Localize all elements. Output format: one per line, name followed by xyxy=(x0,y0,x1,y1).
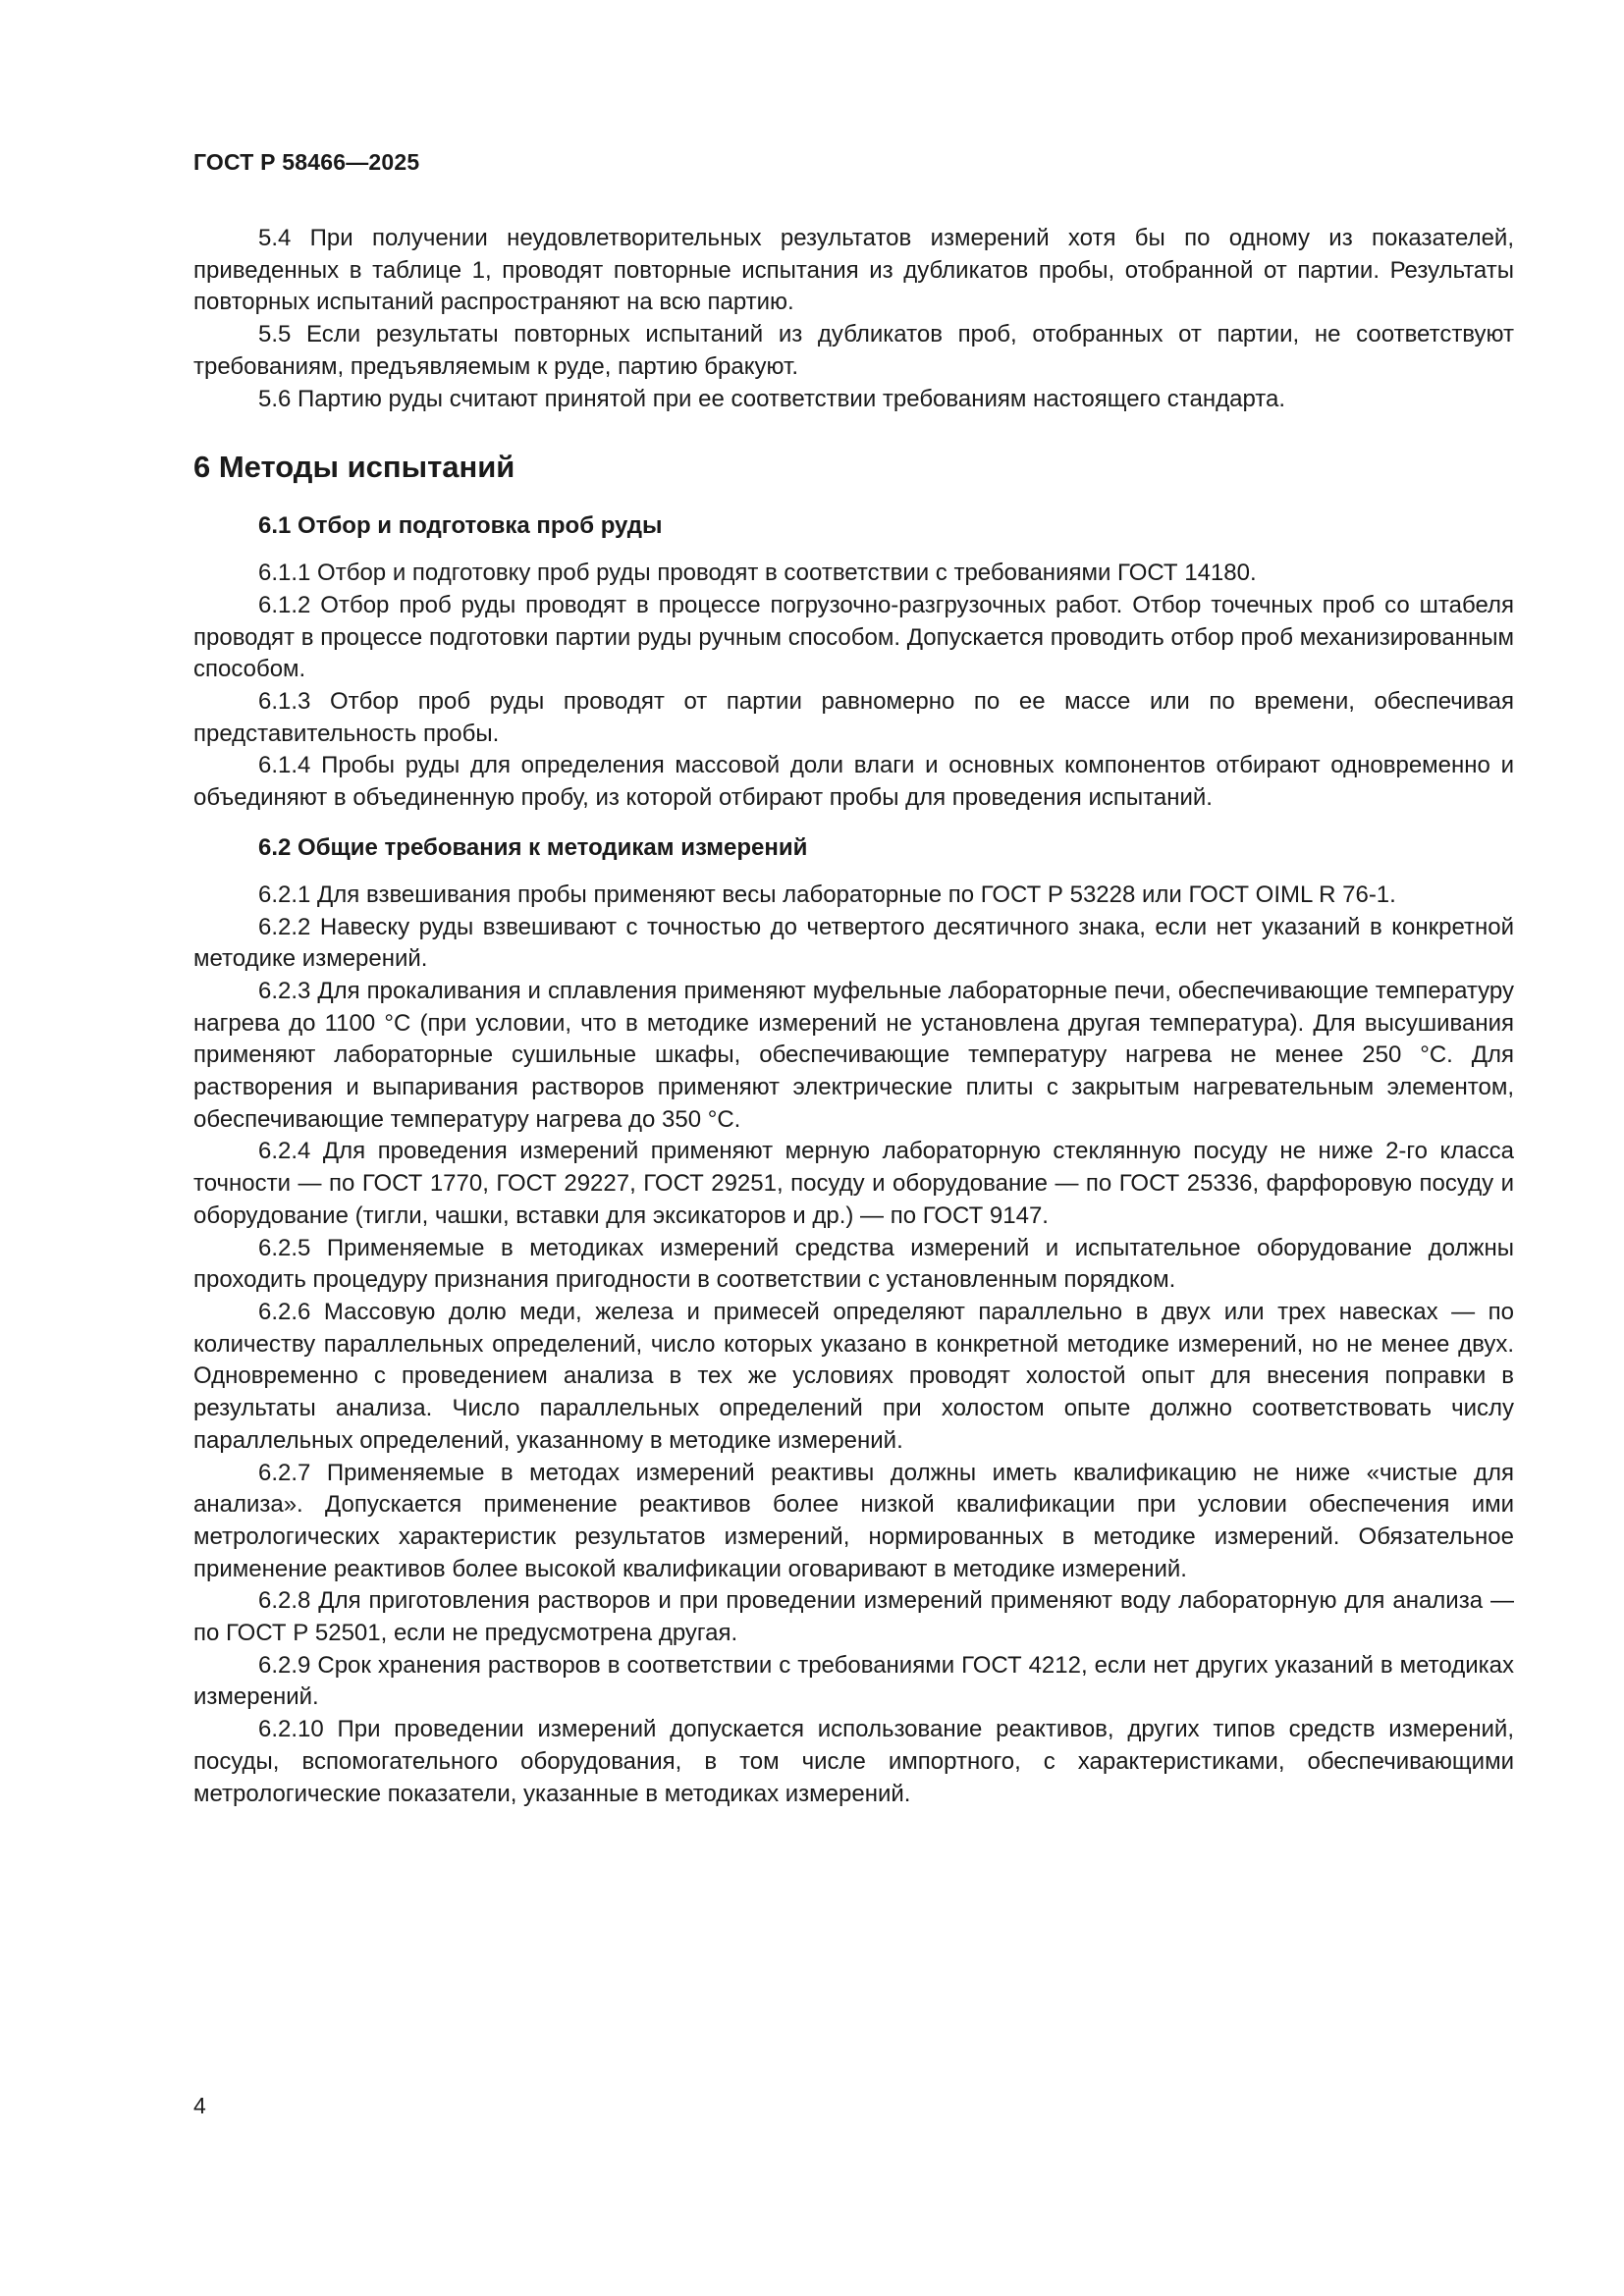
subsection-6-1-title: 6.1 Отбор и подготовка проб руды xyxy=(258,512,663,540)
paragraph-6-2-4: 6.2.4 Для проведения измерений применяют мерную лабораторную стеклянную посуду не ниже 2-го класса точности — по ГОСТ 1770, ГОСТ 29227, ГОСТ 29251, посуду и оборудование — по ГОСТ 25336, фарфоровую посуду и оборудование (тигли, чашки, вставки для эксикаторов и др.) — по ГОСТ 9147. xyxy=(193,1138,1514,1229)
paragraph-6-2-1: 6.2.1 Для взвешивания пробы применяют весы лабораторные по ГОСТ Р 53228 или ГОСТ OIML R 76-1. xyxy=(258,881,1396,908)
paragraph-6-2-10: 6.2.10 При проведении измерений допускается использование реактивов, других типов средств измерений, посуды, вспомогательного оборудования, в том числе импортного, с характеристиками, обеспечивающими метрологические показатели, указанные в методиках измерений. xyxy=(193,1716,1514,1807)
paragraph-6-1-2: 6.1.2 Отбор проб руды проводят в процессе погрузочно-разгрузочных работ. Отбор точечных проб со штабеля проводят в процессе подготовки партии руды ручным способом. Допускается проводить отбор проб механизированным способом. xyxy=(193,591,1514,683)
subsection-6-2-title: 6.2 Общие требования к методикам измерений xyxy=(258,833,808,861)
paragraph-6-2-6: 6.2.6 Массовую долю меди, железа и примесей определяют параллельно в двух или трех навесках — по количеству параллельных определений, число которых указано в конкретной методике измерений, но не менее двух. Одновременно с проведением анализа в тех же условиях проводят холостой опыт для внесения поправки в результаты анализа. Число параллельных определений при холостом опыте должно соответствовать числу параллельных определений, указанному в методике измерений. xyxy=(193,1298,1514,1454)
paragraph-6-2-3: 6.2.3 Для прокаливания и сплавления применяют муфельные лабораторные печи, обеспечивающие температуру нагрева до 1100 °С (при условии, что в методике измерений не установлена другая температура). Для высушивания применяют лабораторные сушильные шкафы, обеспечивающие температуру нагрева не менее 250 °С. Для растворения и выпаривания растворов применяют электрические плиты с закрытым нагревательным элементом, обеспечивающие температуру нагрева до 350 °С. xyxy=(193,977,1514,1133)
paragraph-6-1-3: 6.1.3 Отбор проб руды проводят от партии равномерно по ее массе или по времени, обеспечивая представительность пробы. xyxy=(193,688,1514,747)
paragraph-6-2-2: 6.2.2 Навеску руды взвешивают с точностью до четвертого десятичного знака, если нет указаний в конкретной методике измерений. xyxy=(193,913,1514,973)
paragraph-6-2-9: 6.2.9 Срок хранения растворов в соответствии с требованиями ГОСТ 4212, если нет других указаний в методиках измерений. xyxy=(193,1651,1514,1711)
paragraph-6-1-4: 6.1.4 Пробы руды для определения массовой доли влаги и основных компонентов отбирают одновременно и объединяют в объединенную пробу, из которой отбирают пробы для проведения испытаний. xyxy=(193,752,1514,812)
page-number: 4 xyxy=(193,2093,206,2118)
paragraph-6-2-5: 6.2.5 Применяемые в методиках измерений средства измерений и испытательное оборудование должны проходить процедуру признания пригодности в соответствии с установленным порядком. xyxy=(193,1234,1514,1294)
section-6-title: 6 Методы испытаний xyxy=(193,450,515,485)
document-code-header: ГОСТ Р 58466—2025 xyxy=(193,149,420,175)
paragraph-5-6: 5.6 Партию руды считают принятой при ее соответствии требованиям настоящего стандарта. xyxy=(258,385,1286,412)
paragraph-6-2-8: 6.2.8 Для приготовления растворов и при проведении измерений применяют воду лабораторную для анализа — по ГОСТ Р 52501, если не предусмотрена другая. xyxy=(193,1587,1514,1647)
paragraph-5-5: 5.5 Если результаты повторных испытаний из дубликатов проб, отобранных от партии, не соответствуют требованиям, предъявляемым к руде, партию бракуют. xyxy=(193,321,1514,380)
document-body xyxy=(193,223,1514,1810)
paragraph-6-2-7: 6.2.7 Применяемые в методах измерений реактивы должны иметь квалификацию не ниже «чистые для анализа». Допускается применение реактивов более низкой квалификации при условии обеспечения ими метрологических характеристик результатов измерений, нормированных в методике измерений. Обязательное применение реактивов более высокой квалификации оговаривают в методике измерений. xyxy=(193,1459,1514,1582)
paragraph-6-1-1: 6.1.1 Отбор и подготовку проб руды проводят в соответствии с требованиями ГОСТ 14180. xyxy=(258,560,1257,587)
paragraph-5-4: 5.4 При получении неудовлетворительных результатов измерений хотя бы по одному из показателей, приведенных в таблице 1, проводят повторные испытания из дубликатов пробы, отобранной от партии. Результаты повторных испытаний распространяют на всю партию. xyxy=(193,225,1514,316)
